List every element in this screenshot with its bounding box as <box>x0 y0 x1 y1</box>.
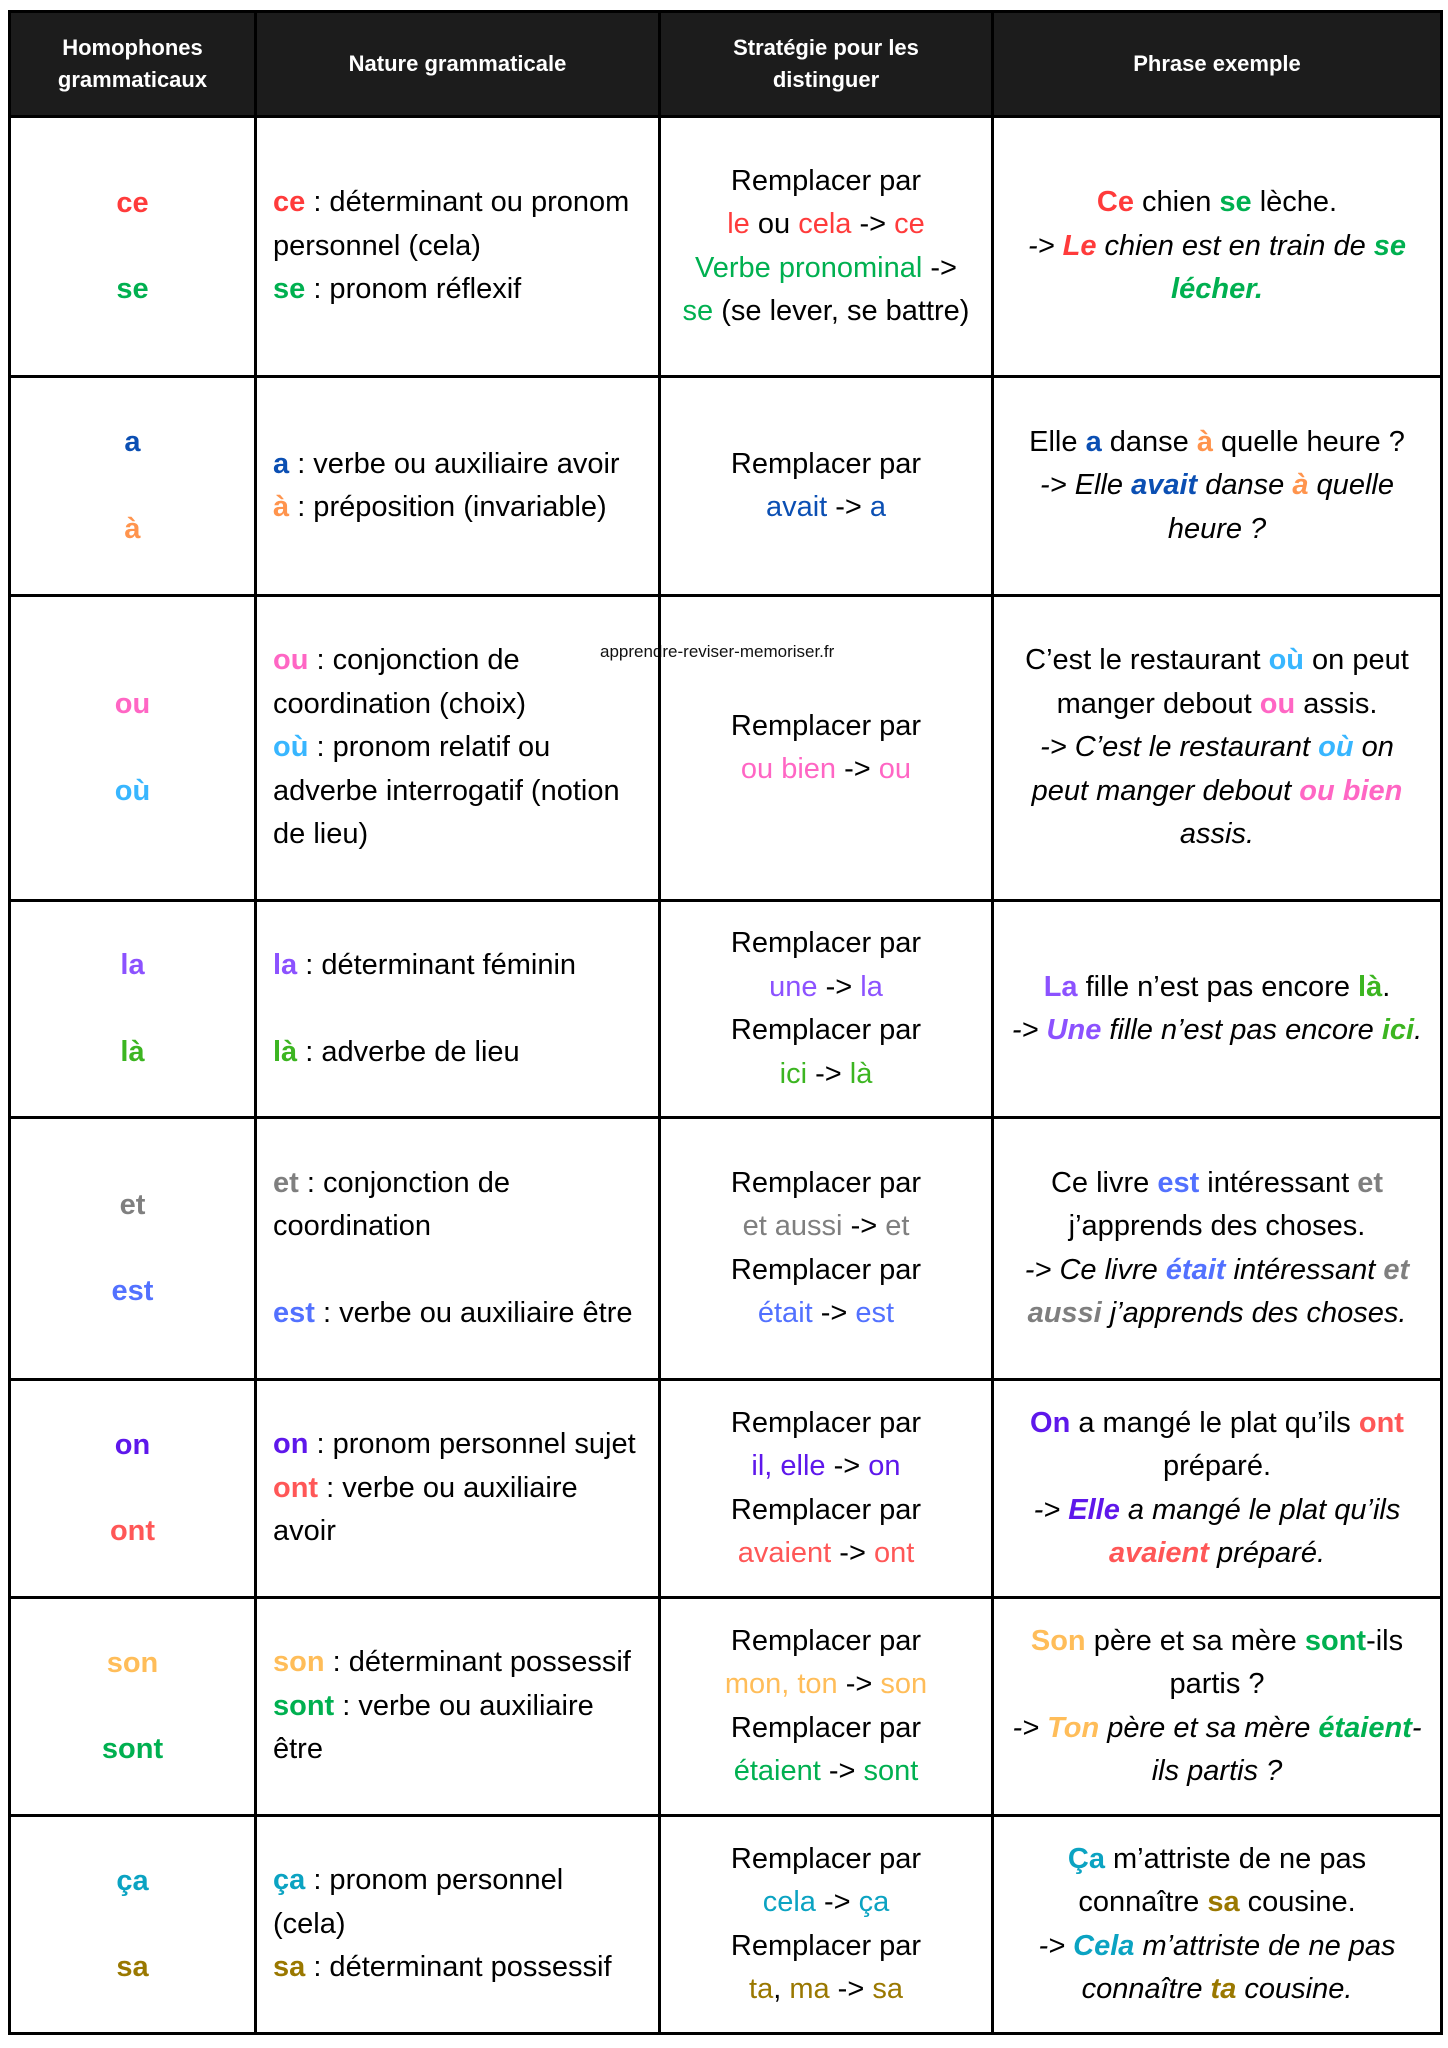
strategy-cell <box>660 377 993 596</box>
strategy-word: il, elle <box>751 1450 826 1482</box>
strategy-text: Remplacer par <box>730 1493 922 1526</box>
strategy-word: le <box>727 208 750 240</box>
strategy-word: étaient <box>733 1755 821 1787</box>
homophones-cell <box>10 901 256 1118</box>
strategy-word: une <box>769 970 818 1003</box>
strategy-word: sont <box>863 1755 919 1787</box>
example-text: Elle <box>1029 425 1086 458</box>
strategy-word: ça <box>858 1886 890 1918</box>
nature-word: a <box>273 447 290 480</box>
strategy-cell <box>660 1598 993 1816</box>
homophone-word: a <box>124 426 141 458</box>
strategy-text: Remplacer par <box>730 927 922 959</box>
example-word: On <box>1030 1406 1071 1439</box>
strategy-cell <box>660 1816 993 2034</box>
table-row <box>10 377 1442 596</box>
strategy-cell <box>660 901 993 1118</box>
strategy-word: ou <box>878 753 912 785</box>
example-word: est <box>1157 1166 1200 1199</box>
nature-cell <box>256 1598 660 1816</box>
strategy-word: mon, ton <box>724 1668 838 1700</box>
homophone-word: ou <box>114 688 151 720</box>
example-text: cousine. <box>1239 1886 1356 1918</box>
homophone-word: et <box>119 1188 146 1221</box>
nature-text: : préposition (invariable) <box>289 491 607 523</box>
strategy-text: Remplacer par <box>730 1253 922 1286</box>
nature-word: sa <box>273 1951 306 1984</box>
example-word: Ce <box>1096 186 1134 219</box>
nature-text: : verbe ou auxiliaire avoir <box>289 447 620 480</box>
example-word: Ton <box>1047 1711 1100 1744</box>
homophone-word: ont <box>109 1515 156 1547</box>
nature-word: on <box>273 1428 309 1461</box>
example-word: Cela <box>1073 1929 1135 1962</box>
example-text: lèche. <box>1251 186 1338 219</box>
example-cell <box>993 1380 1442 1598</box>
homophone-word: se <box>116 273 149 305</box>
nature-word: est <box>273 1296 315 1329</box>
example-word: à <box>1292 469 1309 502</box>
example-text: intéressant <box>1225 1253 1384 1286</box>
table-row <box>10 1380 1442 1598</box>
example-text: . <box>1382 970 1391 1003</box>
arrow: -> <box>1040 469 1075 502</box>
example-word: où <box>1268 644 1304 677</box>
arrow: -> <box>827 491 870 523</box>
example-text: assis. <box>1295 687 1378 720</box>
example-word: Le <box>1062 229 1097 262</box>
nature-cell <box>256 1118 660 1380</box>
example-word: ont <box>1358 1406 1404 1439</box>
example-text: chien est en train de <box>1096 229 1374 262</box>
example-word: ta <box>1210 1973 1237 2005</box>
table-row <box>10 1816 1442 2034</box>
example-text: Ce livre <box>1059 1253 1166 1286</box>
nature-text: : pronom relatif ou adverbe interrogatif (notion de lieu) <box>273 731 620 851</box>
strategy-text: ou <box>749 208 799 240</box>
homophone-word: à <box>124 512 141 545</box>
strategy-word: ont <box>873 1537 915 1569</box>
example-text: C’est le restaurant <box>1074 731 1319 764</box>
arrow: -> <box>815 1886 859 1918</box>
example-word: Elle <box>1068 1493 1120 1526</box>
strategy-word: a <box>869 491 887 523</box>
nature-text: : déterminant ou pronom personnel (cela) <box>273 186 630 262</box>
example-text: cousine. <box>1236 1973 1353 2005</box>
homophones-cell <box>10 1598 256 1816</box>
arrow: -> <box>1038 1929 1074 1962</box>
arrow: -> <box>831 1537 874 1569</box>
header-nature: Nature grammaticale <box>256 12 660 117</box>
example-cell <box>993 1598 1442 1816</box>
nature-cell <box>256 901 660 1118</box>
homophone-word: la <box>120 949 145 981</box>
strategy-text: Remplacer par <box>730 164 922 197</box>
nature-word: à <box>273 491 290 523</box>
nature-cell <box>256 117 660 377</box>
strategy-cell <box>660 117 993 377</box>
nature-word: où <box>273 731 309 764</box>
example-cell <box>993 117 1442 377</box>
homophones-cell <box>10 1380 256 1598</box>
strategy-word: on <box>868 1450 901 1482</box>
homophone-word: on <box>114 1428 151 1461</box>
strategy-word: et <box>885 1210 910 1242</box>
example-text: préparé. <box>1208 1537 1326 1569</box>
nature-text: : déterminant possessif <box>305 1951 612 1984</box>
example-word: ou <box>1259 687 1296 720</box>
strategy-cell <box>660 1118 993 1380</box>
example-word: se <box>1219 186 1252 219</box>
example-text: j’apprends des choses. <box>1068 1210 1366 1242</box>
example-word: a <box>1085 425 1102 458</box>
nature-word: la <box>273 949 298 981</box>
strategy-text: Remplacer par <box>730 1406 922 1439</box>
arrow: -> <box>1024 1253 1060 1286</box>
arrow: -> <box>851 208 895 240</box>
example-word: avaient <box>1108 1537 1209 1569</box>
nature-word: ça <box>273 1864 306 1897</box>
example-text: fille n’est pas encore <box>1077 970 1359 1003</box>
strategy-word: ici <box>779 1057 808 1090</box>
table-row <box>10 901 1442 1118</box>
homophone-word: son <box>106 1646 159 1679</box>
strategy-text: Remplacer par <box>730 447 922 480</box>
strategy-word: là <box>849 1057 873 1090</box>
nature-word: ont <box>273 1471 319 1504</box>
homophones-cell <box>10 1118 256 1380</box>
example-cell <box>993 901 1442 1118</box>
strategy-word: se <box>682 295 714 327</box>
example-word: était <box>1165 1253 1226 1286</box>
homophone-word: où <box>114 774 151 807</box>
arrow: -> <box>829 1973 873 2005</box>
example-text: C’est le restaurant <box>1025 644 1269 677</box>
homophone-word: est <box>111 1275 154 1307</box>
example-text: on peut manger debout <box>1031 731 1394 807</box>
strategy-text: , <box>773 1973 790 2005</box>
nature-cell <box>256 1816 660 2034</box>
example-word: Son <box>1030 1624 1086 1657</box>
homophones-table <box>8 10 1443 2035</box>
example-word: et aussi <box>1027 1253 1410 1329</box>
strategy-word: ma <box>789 1973 830 2005</box>
table-row <box>10 596 1442 901</box>
arrow: -> <box>825 1450 869 1482</box>
example-text: fille n’est pas encore <box>1101 1014 1382 1046</box>
example-word: Ça <box>1067 1842 1105 1875</box>
example-text: a mangé le plat qu’ils <box>1119 1493 1401 1526</box>
example-text: m’attriste de ne pas connaître <box>1078 1842 1367 1918</box>
example-word: se lécher. <box>1171 229 1407 306</box>
example-word: ou bien <box>1299 774 1403 807</box>
nature-cell <box>256 1380 660 1598</box>
strategy-word: ou bien <box>740 753 837 785</box>
nature-text: : conjonction de coordination (choix) <box>273 644 527 720</box>
example-text: m’attriste de ne pas connaître <box>1081 1929 1396 2005</box>
homophones-cell <box>10 1816 256 2034</box>
example-text: danse <box>1197 469 1293 502</box>
nature-text: : verbe ou auxiliaire être <box>273 1689 594 1766</box>
nature-text: : pronom personnel sujet <box>308 1428 636 1461</box>
example-text: père et sa mère <box>1099 1711 1319 1744</box>
strategy-word: était <box>757 1297 813 1329</box>
example-text: préparé. <box>1162 1450 1271 1482</box>
table-row <box>10 1598 1442 1816</box>
strategy-word: est <box>855 1297 895 1329</box>
example-text: assis. <box>1179 818 1255 851</box>
example-word: Une <box>1046 1014 1102 1046</box>
strategy-text: Remplacer par <box>730 1014 922 1046</box>
arrow: -> <box>836 753 879 785</box>
homophone-word: là <box>120 1035 145 1068</box>
example-word: sa <box>1207 1886 1240 1918</box>
strategy-text: Remplacer par <box>730 1842 922 1875</box>
watermark: apprendre-reviser-memoriser.fr <box>600 642 835 661</box>
nature-word: et <box>273 1166 299 1199</box>
example-word: et <box>1357 1166 1384 1199</box>
table-row <box>10 1118 1442 1380</box>
homophone-word: sont <box>101 1733 164 1765</box>
example-cell <box>993 596 1442 901</box>
nature-text: : verbe ou auxiliaire être <box>314 1296 633 1329</box>
homophones-cell <box>10 377 256 596</box>
nature-text: : verbe ou auxiliaire avoir <box>273 1471 578 1548</box>
arrow: -> <box>837 1668 881 1700</box>
example-word: ici <box>1381 1014 1415 1046</box>
nature-text: : déterminant féminin <box>297 949 577 981</box>
example-word: là <box>1358 970 1383 1003</box>
example-word: La <box>1043 970 1078 1003</box>
header-example: Phrase exemple <box>993 12 1442 117</box>
strategy-word: sa <box>872 1973 903 2005</box>
strategy-word: et aussi <box>742 1210 843 1242</box>
arrow: -> <box>842 1210 886 1242</box>
table-row <box>10 117 1442 377</box>
example-word: avait <box>1131 469 1198 502</box>
strategy-word: avait <box>765 491 828 523</box>
nature-word: sont <box>273 1689 335 1722</box>
nature-cell <box>256 377 660 596</box>
strategy-cell <box>660 596 993 901</box>
arrow: -> <box>817 970 861 1003</box>
homophone-word: sa <box>116 1951 149 1983</box>
example-cell <box>993 1118 1442 1380</box>
arrow: -> <box>1033 1493 1069 1526</box>
strategy-word: ce <box>894 208 925 240</box>
nature-word: ou <box>273 644 309 677</box>
arrow: -> <box>1027 229 1063 262</box>
strategy-word: son <box>880 1668 928 1700</box>
example-text: on peut manger debout <box>1056 644 1409 720</box>
nature-text: : conjonction de coordination <box>273 1166 510 1243</box>
strategy-word: la <box>860 970 883 1003</box>
strategy-text: Remplacer par <box>730 1624 922 1657</box>
strategy-word: ta <box>749 1973 774 2005</box>
nature-word: là <box>273 1035 298 1068</box>
arrow: -> <box>922 251 957 284</box>
strategy-cell <box>660 1380 993 1598</box>
example-text: quelle heure ? <box>1212 425 1405 458</box>
strategy-word: cela <box>798 208 852 240</box>
example-cell <box>993 1816 1442 2034</box>
example-text: . <box>1414 1014 1423 1046</box>
homophone-word: ce <box>116 186 149 219</box>
nature-text: : pronom personnel (cela) <box>273 1864 564 1940</box>
example-text: Elle <box>1074 469 1132 502</box>
example-text: danse <box>1101 425 1197 458</box>
nature-text: : adverbe de lieu <box>297 1035 520 1068</box>
strategy-text: Remplacer par <box>730 1929 922 1962</box>
nature-cell <box>256 596 660 901</box>
example-text: -ils partis ? <box>1151 1711 1422 1787</box>
arrow: -> <box>1012 1711 1048 1744</box>
example-text: a mangé le plat qu’ils <box>1070 1406 1359 1439</box>
header-homophones: Homophones grammaticaux <box>10 12 256 117</box>
nature-text: : déterminant possessif <box>324 1646 631 1679</box>
arrow: -> <box>1011 1014 1047 1046</box>
example-text: quelle heure ? <box>1167 469 1394 545</box>
strategy-word: avaient <box>737 1537 832 1569</box>
arrow: -> <box>1040 731 1075 764</box>
homophone-word: ça <box>116 1864 149 1897</box>
example-text: -ils partis ? <box>1169 1624 1404 1700</box>
example-cell <box>993 377 1442 596</box>
header-strategy: Stratégie pour les distinguer <box>660 12 993 117</box>
strategy-text: Remplacer par <box>730 709 922 742</box>
strategy-text: (se lever, se battre) <box>713 295 970 327</box>
arrow: -> <box>812 1297 856 1329</box>
nature-word: son <box>273 1646 325 1679</box>
example-text: père et sa mère <box>1085 1624 1305 1657</box>
example-word: à <box>1196 425 1213 458</box>
homophones-cell <box>10 596 256 901</box>
example-word: étaient <box>1318 1711 1412 1744</box>
strategy-word: cela <box>762 1886 816 1918</box>
header-row <box>10 12 1442 117</box>
nature-word: se <box>273 273 306 306</box>
strategy-text: Remplacer par <box>730 1711 922 1744</box>
homophones-cell <box>10 117 256 377</box>
arrow: -> <box>820 1755 864 1787</box>
example-text: Ce livre <box>1050 1166 1158 1199</box>
example-text: intéressant <box>1199 1166 1358 1199</box>
strategy-text: Remplacer par <box>730 1166 922 1199</box>
nature-word: ce <box>273 186 306 219</box>
example-text: chien <box>1133 186 1220 219</box>
strategy-word: Verbe pronominal <box>695 251 923 284</box>
example-word: où <box>1318 731 1354 764</box>
nature-text: : pronom réflexif <box>305 273 522 306</box>
example-text: j’apprends des choses. <box>1101 1297 1407 1329</box>
example-word: sont <box>1304 1624 1367 1657</box>
arrow: -> <box>807 1057 850 1090</box>
